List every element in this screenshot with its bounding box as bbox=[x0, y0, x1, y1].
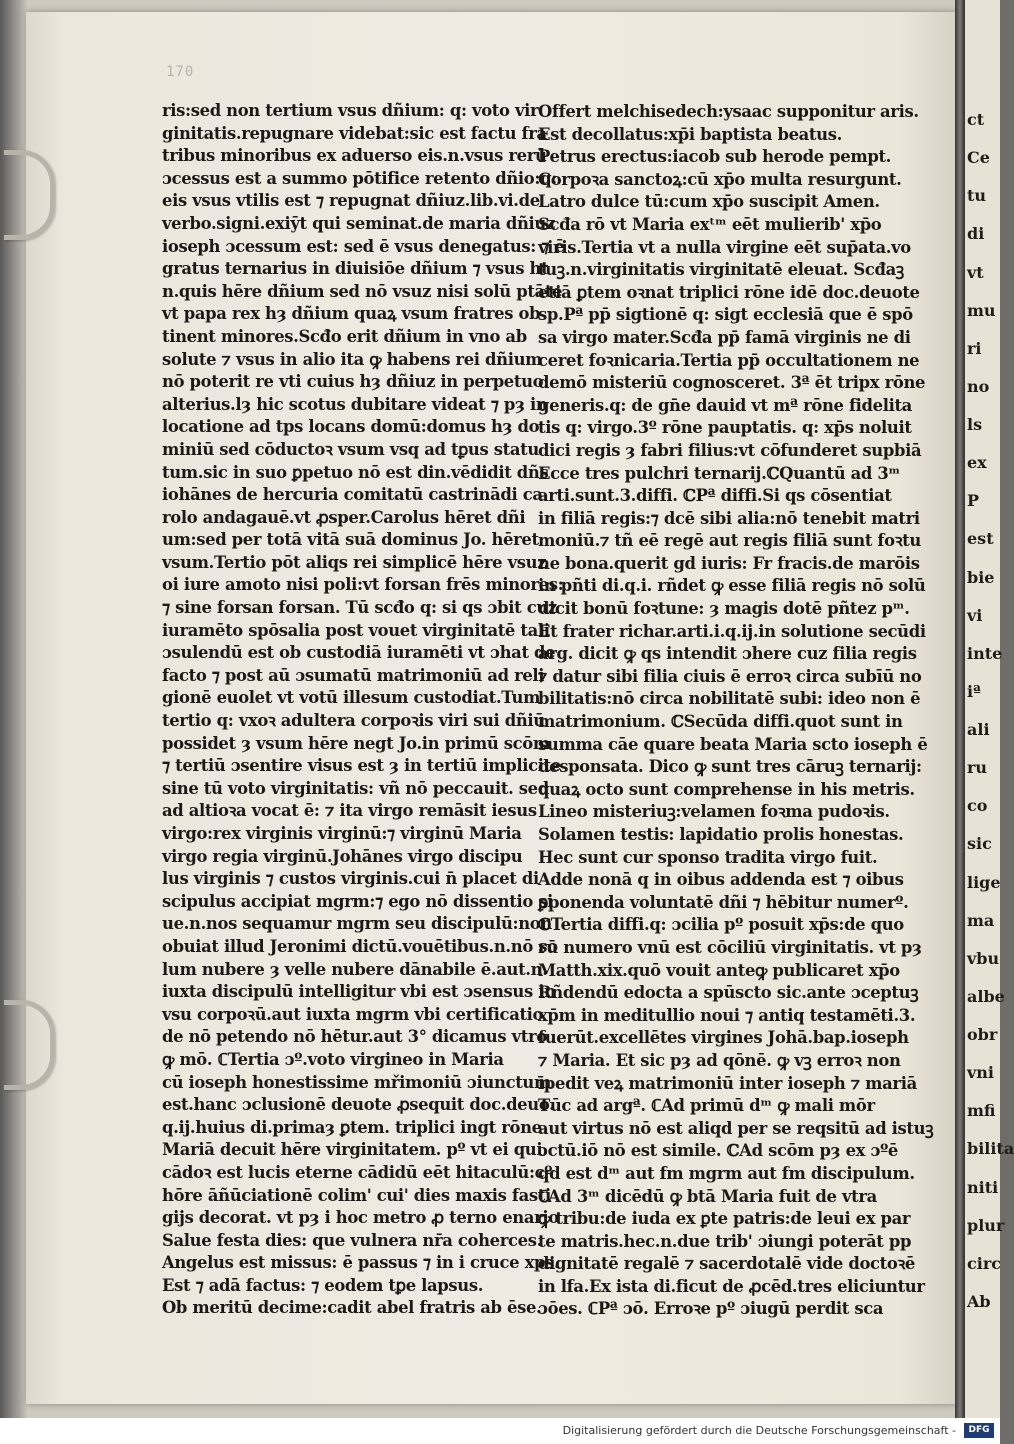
text-line: Angelus est missus: ē passus ⁊ in i cruce xps. bbox=[162, 1253, 560, 1273]
text-line: tis q: virgo.3º rōne pauptatis. q: xp̄s noluit bbox=[538, 418, 912, 438]
text-line: gratus ternarius in diuisiōe dñium ⁊ vsus ht bbox=[162, 259, 549, 279]
text-line: hōre āñūciationē colim' cui' dies maxis fasti bbox=[162, 1185, 551, 1205]
text-line: facto ⁊ post aū ɔsumatū matrimoniū ad reli bbox=[162, 665, 545, 685]
text-line: vsu corpoꝛū.aut iuxta mgrm vbi certificatio bbox=[162, 1004, 544, 1024]
text-line: qd est dᵐ aut fm mgrm aut fm discipulum. bbox=[538, 1163, 915, 1183]
facing-page-fragment: P bbox=[967, 491, 980, 511]
facing-page-fragment: ali bbox=[967, 720, 990, 739]
text-line: Tūc ad argª. ℂAd primū dᵐ ꝙ mali mōr bbox=[538, 1096, 875, 1116]
text-line: te matris.hec.n.due trib' ɔiungi poterāt pp bbox=[538, 1231, 912, 1251]
facing-page-fragment: di bbox=[967, 224, 985, 244]
text-line: īpedit veꝝ matrimoniū inter ioseph ⁊ mariā bbox=[538, 1073, 917, 1093]
text-line: tinent minores.Scđo erit dñium in vno ab bbox=[162, 326, 527, 346]
text-line: demō misteriū cognosceret. 3ª ēt tripx rōne bbox=[538, 373, 926, 393]
text-line: verbo.signi.exiȳt qui seminat.de maria dñiuz bbox=[162, 213, 555, 233]
text-line: de nō petendo nō hētur.aut 3° dicamus vtro bbox=[162, 1027, 547, 1047]
facing-page-fragment: ri bbox=[967, 338, 982, 358]
text-line: ad altioꝛa vocat ē: ⁊ ita virgo remāsit iesus bbox=[162, 801, 537, 821]
text-line: ue.n.nos sequamur mgrm seu discipulū:non bbox=[162, 914, 552, 934]
text-line: Est decollatus:xp̄i baptista beatus. bbox=[538, 124, 842, 144]
facing-page-fragment: ls bbox=[967, 415, 983, 434]
text-line: iuramēto spōsalia post vouet virginitatē tali bbox=[162, 620, 550, 640]
text-line: sine tū voto virginitatis: vñ nō peccauit. sed bbox=[162, 778, 549, 798]
text-line: Mariā decuit hēre virginitatem. pº vt ei qui bbox=[162, 1140, 543, 1160]
text-line: ne bona.querit gd iuris: Fr fracis.de marōis bbox=[538, 553, 920, 573]
facing-page-fragment: bilita bbox=[967, 1139, 1014, 1159]
text-line: lum nubere ȝ velle nubere dānabile ē.aut.n. bbox=[162, 959, 548, 979]
text-line: solute ⁊ vsus in alio ita ꝙ habens rei dñium bbox=[162, 349, 543, 369]
text-line: gijs decorat. vt pȝ i hoc metro ꝓ terno enario bbox=[162, 1208, 559, 1228]
text-line: arg. dicit ꝙ qs intendit ɔhere cuz filia regis bbox=[538, 644, 917, 664]
text-line: ɔcessus est a summo pōtifice retento dñio:q: bbox=[162, 168, 557, 188]
text-line: alterius.lȝ hic scotus dubitare videat ⁊ pȝ in bbox=[162, 394, 548, 414]
facing-page-fragment: circ bbox=[967, 1253, 1001, 1273]
footer-credit-text: Digitalisierung gefördert durch die Deutsche Forschungsgemeinschaft - bbox=[562, 1424, 956, 1437]
text-line: rū numero vnū est cōciliū virginitatis. vt pȝ bbox=[538, 937, 922, 957]
text-line: obuiat illud Jeronimi dictū.vouētibus.n.nō so bbox=[162, 936, 558, 956]
text-line: generis.q: de gn̄e dauid vt mª rōne fidelita bbox=[538, 395, 912, 415]
text-line: quaꝝ octo sunt comprehense in his metris. bbox=[538, 779, 915, 799]
text-line: Latro dulce tū:cum xp̄o suscipit Amen. bbox=[538, 192, 880, 212]
text-line: Est ⁊ adā factus: ⁊ eodem tꝑe lapsus. bbox=[162, 1275, 484, 1295]
facing-page-fragment: vt bbox=[967, 262, 984, 282]
text-line: xp̄m in meditullio noui ⁊ antiq testamēti.3. bbox=[538, 1005, 916, 1025]
text-line: in filiā regis:⁊ dcē sibi alia:nō tenebit matri bbox=[538, 508, 920, 528]
facing-page-fragment: niti bbox=[967, 1177, 999, 1197]
text-line: arti.sunt.3.diffi. ℂPª diffi.Si qs cōsentiat bbox=[538, 486, 892, 506]
text-line: scipulus accipiat mgrm:⁊ ego nō dissentio si bbox=[162, 891, 554, 911]
text-line: ℂAd 3ᵐ dicēdū ꝙ btā Maria fuit de vtra bbox=[538, 1186, 877, 1206]
text-line: ginitatis.repugnare videbat:sic est factu fra bbox=[162, 123, 547, 143]
binding-clip-bottom bbox=[4, 1000, 55, 1090]
facing-page-fragment: Ce bbox=[967, 148, 990, 168]
binding-clip-top bbox=[4, 150, 55, 240]
text-line: Ob meritū decime:cadit abel fratris ab ēse. bbox=[162, 1298, 542, 1318]
text-line: etiā ꝑtem oꝛnat triplici rōne idē doc.deuote bbox=[538, 282, 920, 302]
text-line: Adde nonā q in oibus addenda est ⁊ oibus bbox=[538, 870, 904, 890]
text-line: cū ioseph honestissime mřimoniū ɔiunctum bbox=[162, 1072, 551, 1092]
facing-page-fragment: co bbox=[967, 796, 988, 816]
text-line: sp.Pª pp̄ sigtionē q: sigt ecclesiā que ē spō bbox=[538, 305, 913, 325]
text-line: desponsata. Dico ꝙ sunt tres cāruꝫ ternarij: bbox=[538, 757, 922, 777]
text-line: ɔsulendū est ob custodiā iuramēti vt ɔhat de bbox=[162, 643, 556, 663]
text-line: nō poterit re vti cuius hȝ dñiuz in perpetuo bbox=[162, 372, 544, 392]
text-line: gionē euolet vt votū illesum custodiat.Tum bbox=[162, 688, 541, 708]
text-line: n.quis hēre dñium sed nō vsuz nisi solū ptāte bbox=[162, 281, 563, 301]
right-text-column bbox=[538, 101, 934, 1321]
text-line: um:sed per totā vitā suā dominus Jo. hēret bbox=[162, 530, 539, 550]
text-line: Matth.xix.quō vouit anteꝙ publicaret xp̄o bbox=[538, 960, 900, 980]
text-line: bilitatis:nō circa nobilitatē subi: ideo non ē bbox=[538, 689, 921, 709]
text-line: iohānes de hercuria comitatū castrinādi ca bbox=[162, 485, 543, 505]
text-line: ꝙ tribu:de iuda ex ꝑte patris:de leui ex par bbox=[538, 1209, 911, 1229]
left-text-column bbox=[162, 100, 565, 1320]
facing-page-fragment: sic bbox=[967, 834, 992, 854]
facing-page-fragment: vbu bbox=[967, 948, 1000, 968]
digitization-footer bbox=[0, 1418, 1000, 1444]
text-line: tribus minoribus ex aduerso eis.n.vsus rerū bbox=[162, 146, 547, 166]
text-line: est.hanc ɔclusionē deuote ꝓsequit doc.deuo. bbox=[162, 1095, 555, 1115]
text-line: viris.Tertia vt a nulla virgine eēt sup̄ata.vo bbox=[538, 237, 911, 257]
text-line: in pñti di.q.i. rñdet ꝙ esse filiā regis nō solū bbox=[538, 576, 926, 596]
text-line: dignitatē regalē ⁊ sacerdotalē vide doctoꝛē bbox=[538, 1254, 915, 1274]
text-line: Et frater richar.arti.i.q.ij.in solutione secūdi bbox=[538, 621, 926, 641]
facing-page-fragment: inte bbox=[967, 643, 1003, 663]
text-line: Offert melchisedech:ysaac supponitur aris. bbox=[538, 102, 919, 121]
text-line: miniū sed cōductoꝛ vsum vsq ad tꝑus statu bbox=[162, 439, 539, 459]
text-line: tum.sic in suo ꝑpetuo nō est din.vēdidit dñs bbox=[162, 462, 549, 482]
text-line: tertio q: vxoꝛ adultera corpoꝛis viri sui dñiū bbox=[162, 711, 545, 731]
facing-page-fragment: ru bbox=[967, 758, 988, 778]
text-line: ris:sed non tertium vsus dñium: q: voto vir bbox=[162, 101, 539, 120]
text-line: Petrus erectus:iacob sub herode pempt. bbox=[538, 147, 892, 167]
text-line: summa cāe quare beata Maria scto ioseph ē bbox=[538, 734, 928, 754]
text-line: tuꝫ.n.virginitatis virginitatē eleuat. Scđaꝫ bbox=[538, 260, 904, 280]
text-line: rolo andagauē.vt ꝓsper.Carolus hēret dñi bbox=[162, 507, 526, 527]
text-line: aut virtus nō est aliqd per se reqsitū ad istuꝫ bbox=[538, 1118, 934, 1138]
text-line: moniū.⁊ tñ eē regē aut regis filiā sunt foꝛtu bbox=[538, 531, 921, 551]
facing-page-fragment: plur bbox=[967, 1215, 1005, 1235]
text-line: Ecce tres pulchri ternarij.ℂQuantū ad 3ᵐ bbox=[538, 463, 901, 483]
text-line: virgo regia virginū.Johānes virgo discipu bbox=[162, 846, 523, 866]
facing-page-edge bbox=[965, 0, 1014, 1418]
facing-page-fragment: ct bbox=[967, 110, 985, 129]
text-line: ℂTertia diffi.q: ɔcilia pº posuit xp̄s:de quo bbox=[538, 915, 904, 935]
text-line: eis vsus vtilis est ⁊ repugnat dñiuz.lib.vi.de bbox=[162, 191, 540, 211]
pencil-folio-number: 170 bbox=[166, 64, 195, 80]
facing-page-fragment: Ab bbox=[967, 1291, 991, 1311]
text-line: fuerūt.excellētes virgines Johā.bap.ioseph bbox=[538, 1028, 909, 1048]
text-line: vsum.Tertio pōt aliqs rei simplicē hēre vsuz bbox=[162, 552, 547, 572]
text-line: Lineo misteriuꝫ:velamen foꝛma pudoꝛis. bbox=[538, 802, 890, 822]
facing-page-fragment: no bbox=[967, 376, 990, 396]
text-line: ceret foꝛnicaria.Tertia pp̄ occultationem ne bbox=[538, 350, 920, 370]
text-line: sa virgo mater.Scđa pp̄ famā virginis ne di bbox=[538, 327, 911, 347]
text-line: ⁊ sine forsan forsan. Tū scđo q: si qs ɔbit cuz bbox=[162, 598, 557, 618]
text-line: cādoꝛ est lucis eterne cādidū eēt hitaculū:cº bbox=[162, 1162, 553, 1182]
facing-page-fragment: iª bbox=[967, 681, 981, 701]
dfg-logo: DFG bbox=[964, 1423, 994, 1438]
text-line: Corpoꝛa sanctoꝝ:cū xp̄o multa resurgunt. bbox=[538, 169, 902, 189]
text-line: Salue festa dies: que vulnera nr̄a coherces. bbox=[162, 1230, 542, 1250]
text-line: lus virginis ⁊ custos virginis.cui n̄ placet di bbox=[162, 869, 539, 889]
facing-page-fragment: tu bbox=[967, 186, 987, 206]
facing-page-fragment: est bbox=[967, 529, 994, 549]
facing-page-fragment: mu bbox=[967, 300, 996, 320]
text-line: vt papa rex hȝ dñium quaꝝ vsum fratres ob bbox=[162, 304, 541, 324]
text-line: oi iure amoto nisi poli:vt forsan frēs minores: bbox=[162, 575, 564, 595]
text-line: virgo:rex virginis virginū:⁊ virginū Maria bbox=[162, 824, 522, 843]
text-line: ꝙ mō. ℂTertia ɔº.voto virgineo in Maria bbox=[162, 1049, 504, 1069]
text-line: dicit bonū foꝛtune: ȝ magis dotē pñtez pᵐ. bbox=[538, 599, 910, 619]
facing-page-fragment: vni bbox=[967, 1063, 995, 1083]
text-line: iuxta discipulū intelligitur vbi est ɔsensus in bbox=[162, 982, 556, 1002]
text-line: ɔctū.iō nō est simile. ℂAd scōm pȝ ex ɔºē bbox=[538, 1141, 899, 1161]
text-line: Scđa rō vt Maria exᵗᵐ eēt mulierib' xp̄o bbox=[538, 214, 882, 234]
text-line: ⁊ datur sibi filia ciuis ē erroꝛ circa subīū no bbox=[538, 666, 922, 686]
text-line: q.ij.huius di.primaȝ ꝑtem. triplici ingt rōne bbox=[162, 1117, 542, 1137]
text-line: ioseph ɔcessum est: sed ē vsus denegatus: ⁊ ē bbox=[162, 236, 565, 256]
facing-page-fragment: mfi bbox=[967, 1101, 996, 1121]
text-line: in lfa.Ex ista di.ficut de ꝓcēd.tres eliciuntur bbox=[538, 1276, 925, 1296]
text-line: locatione ad tps locans domū:domus hȝ do bbox=[162, 417, 540, 437]
text-line: Hec sunt cur sponso tradita virgo fuit. bbox=[538, 847, 878, 867]
text-line: ɔōes. ℂPª ɔō. Erroꝛe pº ɔiugū perdit sca bbox=[538, 1299, 884, 1319]
facing-page-fragment: albe bbox=[967, 986, 1005, 1006]
text-line: ⁊ tertiū ɔsentire visus est ȝ in tertiū implicite bbox=[162, 756, 561, 776]
text-line: Solamen testis: lapidatio prolis honestas. bbox=[538, 825, 904, 844]
text-line: dici regis ȝ fabri filius:vt cōfunderet supbiā bbox=[538, 440, 922, 460]
text-line: ⁊ Maria. Et sic pȝ ad qōnē. ꝙ vꝫ erroꝛ non bbox=[538, 1050, 901, 1070]
text-line: possidet ȝ vsum hēre negt Jo.in primū scōm bbox=[162, 733, 550, 753]
text-line: ꝑponenda voluntatē dñi ⁊ hēbitur numerº. bbox=[538, 892, 909, 912]
facing-page-fragment: vi bbox=[967, 605, 983, 625]
facing-page-fragment: ex bbox=[967, 453, 987, 473]
facing-page-fragment: bie bbox=[967, 567, 995, 587]
facing-page-fragment: ma bbox=[967, 910, 995, 930]
facing-page-fragment: lige bbox=[967, 872, 1001, 892]
text-line: matrimonium. ℂSecūda diffi.quot sunt in bbox=[538, 712, 903, 732]
book-gutter bbox=[955, 0, 965, 1418]
facing-page-fragment: obr bbox=[967, 1025, 998, 1044]
text-line: Rñdendū edocta a spūscto sic.ante ɔceptuꝫ bbox=[538, 983, 919, 1003]
